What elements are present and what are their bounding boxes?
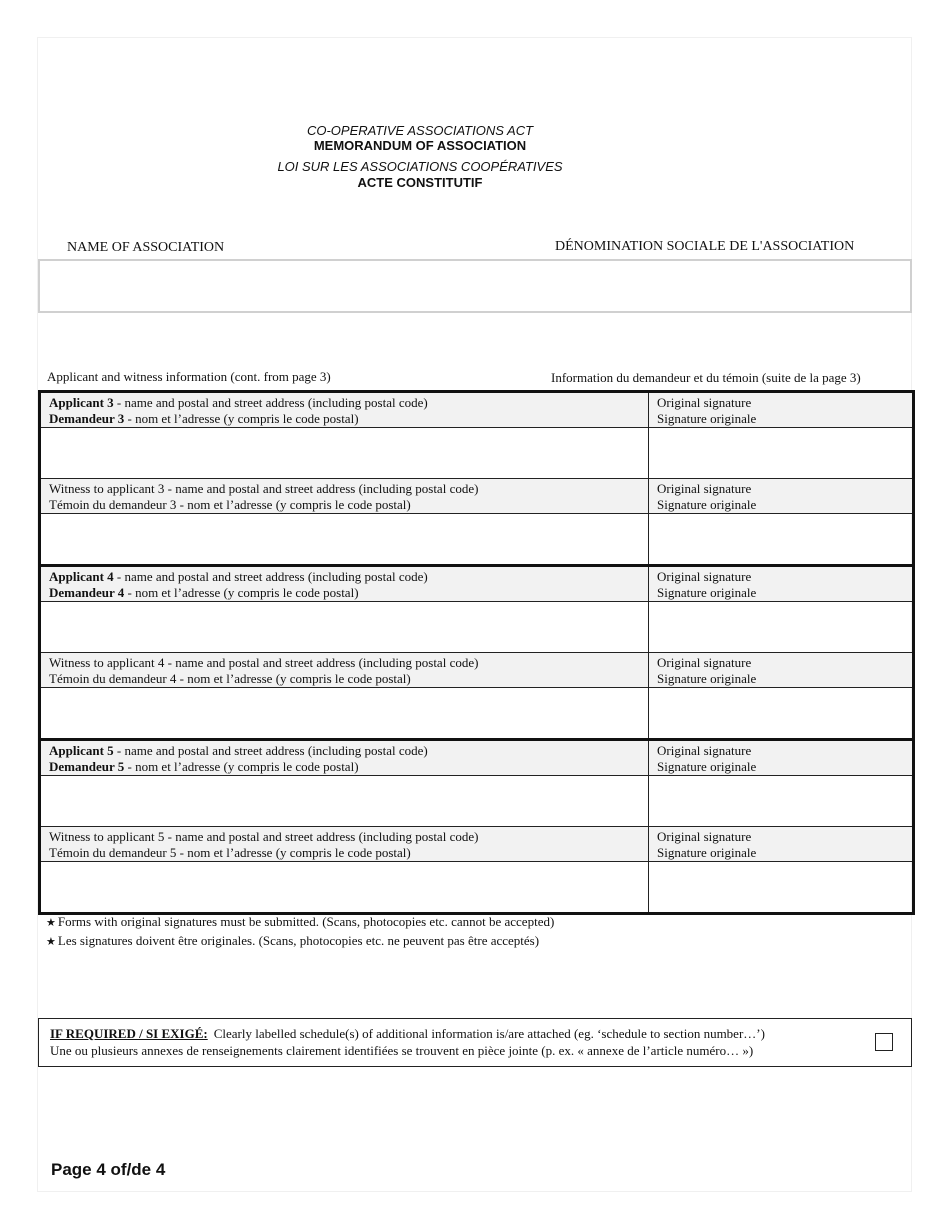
applicant-3-label: Applicant 3 - name and postal and street address (including postal code) Demandeur 3 - nom et l’adresse (y compris le code postal) <box>40 392 649 428</box>
note-fr: ★ Les signatures doivent être originales. (Scans, photocopies etc. ne peuvent pas être acceptés) <box>46 933 540 948</box>
witness-3-header-row <box>40 479 914 514</box>
applicant-3-header-row <box>40 392 914 428</box>
name-label-en: NAME OF ASSOCIATION <box>67 240 225 255</box>
association-name-field[interactable] <box>38 259 912 313</box>
witness-4-signature-label: Original signature Signature originale <box>649 653 914 688</box>
required-text-fr: Une ou plusieurs annexes de renseignements clairement identifiées se trouvent en pièce jointe (p. ex. « annexe de l’article numéro… ») <box>50 1043 754 1058</box>
applicant-5-header-row <box>40 740 914 776</box>
required-label: IF REQUIRED / SI EXIGÉ: <box>50 1026 208 1041</box>
act-title-fr: LOI SUR LES ASSOCIATIONS COOPÉRATIVES <box>277 159 563 174</box>
witness-4-header-row <box>40 653 914 688</box>
applicant-4-address-field[interactable] <box>40 602 649 653</box>
witness-5-address-field[interactable] <box>40 862 649 914</box>
applicant-4-signature-label: Original signature Signature originale <box>649 566 914 602</box>
star-icon: ★ <box>46 936 56 948</box>
section-title-en: Applicant and witness information (cont. from page 3) <box>47 369 331 384</box>
witness-4-signature-field[interactable] <box>649 688 914 740</box>
applicant-witness-table <box>38 390 915 915</box>
page-number: Page 4 of/de 4 <box>51 1160 166 1179</box>
applicant-4-signature-field[interactable] <box>649 602 914 653</box>
witness-4-address-field[interactable] <box>40 688 649 740</box>
witness-3-signature-field[interactable] <box>649 514 914 566</box>
required-schedule-box <box>38 1018 912 1067</box>
act-title-en: CO-OPERATIVE ASSOCIATIONS ACT <box>306 123 534 138</box>
applicant-4-label: Applicant 4 - name and postal and street address (including postal code) Demandeur 4 - nom et l’adresse (y compris le code postal) <box>40 566 649 602</box>
witness-5-signature-field[interactable] <box>649 862 914 914</box>
doc-title-fr: ACTE CONSTITUTIF <box>357 175 483 190</box>
applicant-5-signature-label: Original signature Signature originale <box>649 740 914 776</box>
witness-3-signature-label: Original signature Signature originale <box>649 479 914 514</box>
witness-5-label: Witness to applicant 5 - name and postal and street address (including postal code) Témoin du demandeur 5 - nom et l’adresse (y compris le code postal) <box>40 827 649 862</box>
witness-5-signature-label: Original signature Signature originale <box>649 827 914 862</box>
witness-3-label: Witness to applicant 3 - name and postal and street address (including postal code) Témoin du demandeur 3 - nom et l’adresse (y compris le code postal) <box>40 479 649 514</box>
applicant-3-signature-field[interactable] <box>649 428 914 479</box>
witness-3-address-field[interactable] <box>40 514 649 566</box>
section-title-fr: Information du demandeur et du témoin (suite de la page 3) <box>551 370 861 385</box>
applicant-5-address-field[interactable] <box>40 776 649 827</box>
witness-4-label: Witness to applicant 4 - name and postal and street address (including postal code) Témoin du demandeur 4 - nom et l’adresse (y compris le code postal) <box>40 653 649 688</box>
witness-5-header-row <box>40 827 914 862</box>
applicant-5-signature-field[interactable] <box>649 776 914 827</box>
schedule-attached-checkbox[interactable] <box>875 1033 893 1051</box>
applicant-5-label: Applicant 5 - name and postal and street address (including postal code) Demandeur 5 - nom et l’adresse (y compris le code postal) <box>40 740 649 776</box>
star-icon: ★ <box>46 917 56 929</box>
note-en: ★ Forms with original signatures must be submitted. (Scans, photocopies etc. cannot be accepted) <box>46 914 555 929</box>
applicant-3-signature-label: Original signature Signature originale <box>649 392 914 428</box>
doc-title-en: MEMORANDUM OF ASSOCIATION <box>313 138 527 153</box>
applicant-4-header-row <box>40 566 914 602</box>
name-label-fr: DÉNOMINATION SOCIALE DE L'ASSOCIATION <box>555 239 855 254</box>
required-text-en: Clearly labelled schedule(s) of additional information is/are attached (eg. ‘schedule to section number…’) <box>213 1026 765 1041</box>
applicant-3-address-field[interactable] <box>40 428 649 479</box>
